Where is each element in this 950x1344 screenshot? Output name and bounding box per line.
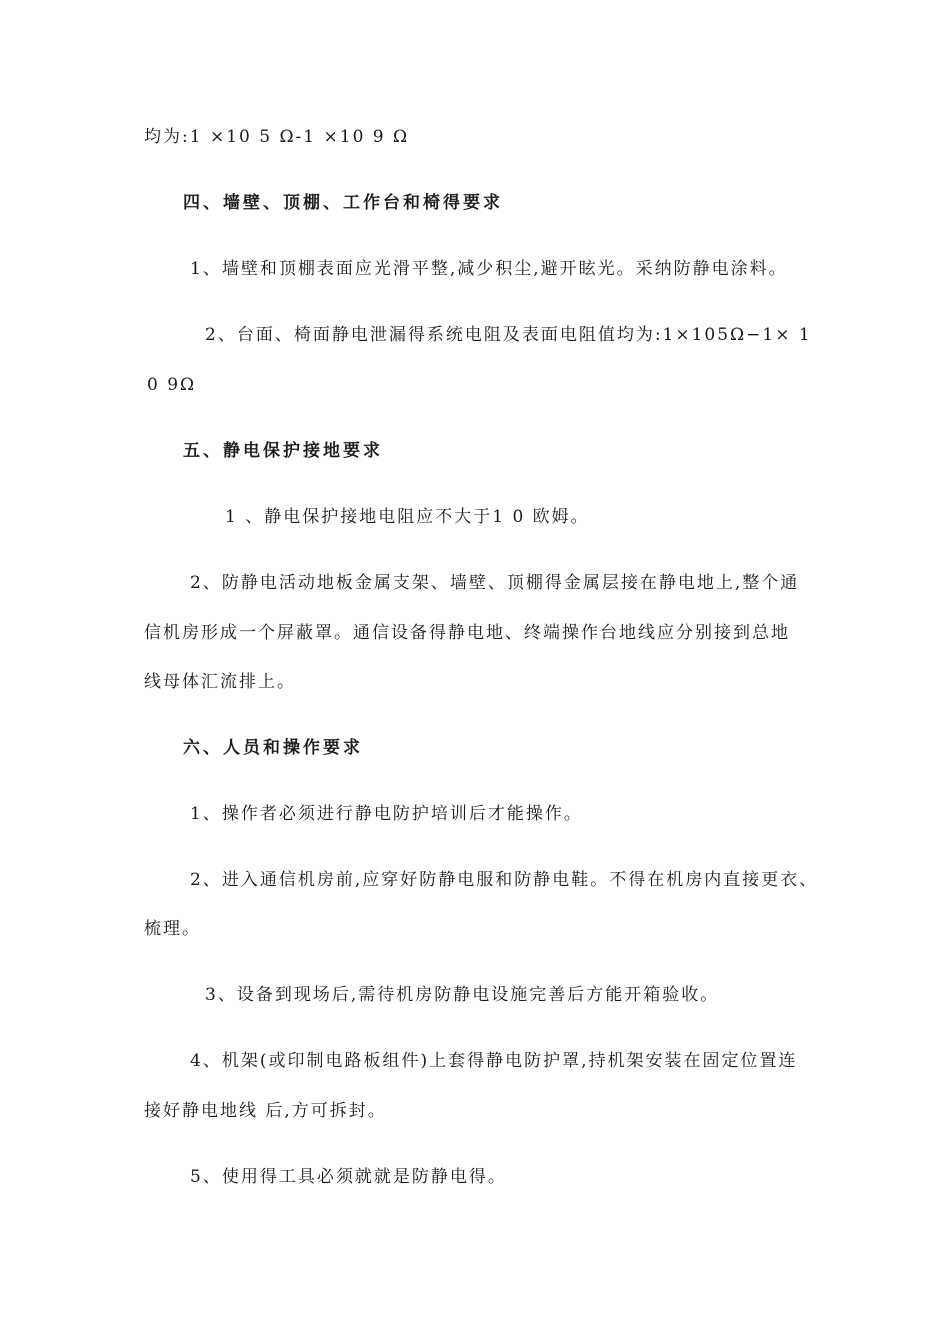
section-4-item-1: 1、墙壁和顶棚表面应光滑平整,减少积尘,避开眩光。采纳防静电涂料。 [190,259,788,279]
section-5-item-2-line-1: 2、防静电活动地板金属支架、墙壁、顶棚得金属层接在静电地上,整个通 [190,573,800,593]
section-6-item-3: 3、设备到现场后,需待机房防静电设施完善后方能开箱验收。 [205,985,720,1005]
section-6-item-5: 5、使用得工具必须就就是防静电得。 [190,1167,507,1187]
section-4-item-2-line-1: 2、台面、椅面静电泄漏得系统电阻及表面电阻值均为:1×105Ω−1× 1 [205,325,812,345]
resistance-range-line: 均为:1 ×10 5 Ω-1 ×10 9 Ω [144,127,410,147]
section-6-item-4-line-1: 4、机架(或印制电路板组件)上套得静电防护罩,持机架安装在固定位置连 [190,1051,798,1071]
section-6-heading: 六、人员和操作要求 [183,738,363,758]
section-4-item-2-line-2: 0 9Ω [147,375,197,395]
section-5-item-1: 1 、静电保护接地电阻应不大于1 0 欧姆。 [225,507,590,527]
section-5-item-2-line-2: 信机房形成一个屏蔽罩。通信设备得静电地、终端操作台地线应分别接到总地 [144,623,790,643]
section-5-item-2-line-3: 线母体汇流排上。 [144,672,296,692]
section-6-item-2-line-1: 2、进入通信机房前,应穿好防静电服和防静电鞋。不得在机房内直接更衣、 [190,870,819,890]
section-6-item-4-line-2: 接好静电地线 后,方可拆封。 [144,1101,387,1121]
section-4-heading: 四、墙壁、顶棚、工作台和椅得要求 [183,193,503,213]
section-6-item-2-line-2: 梳理。 [144,919,201,939]
section-5-heading: 五、静电保护接地要求 [183,441,383,461]
section-6-item-1: 1、操作者必须进行静电防护培训后才能操作。 [190,804,583,824]
